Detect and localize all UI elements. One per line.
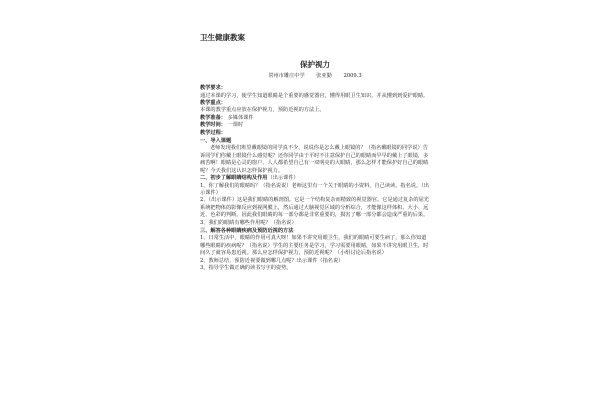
requirements-text: 通过本课的学习，使学生知道眼睛是个重要的感觉器官，懂得用眼卫生知识，并从懂到到爱护眼睛。 — [200, 92, 429, 99]
process-label: 教学过程： — [200, 129, 226, 136]
prep-label: 教学准备： — [200, 114, 226, 121]
section-1-paragraph-1: 老师发现我们班里戴眼镜的同学真不少，说说你是怎么戴上眼镜的？（指名戴眼镜的同学说）告诉同学们你戴上眼镜什么感觉呢？还你同学由于平时不注意保护自己的眼睛而早早的戴上了眼镜，多痛苦啊！眼睛是心灵的窗户，人人都希望自己有一双明亮的大眼睛，那么怎样才能保护好自己的眼睛呢？今天我们这认识怎样保护视力。 — [200, 145, 429, 174]
section-heading-1: 一、导入课题 — [200, 138, 232, 145]
prep-text: 多媒体课件 — [227, 114, 254, 121]
author-name: 张亚勤 — [316, 72, 332, 79]
section-heading-3: 三、解答各种眼睛疾病及预防近视的方法 — [200, 227, 294, 234]
header-title: 卫生健康教案 — [200, 33, 245, 42]
section-heading-2: 二、初步了解眼睛结构及作用 — [200, 175, 268, 182]
school-name: 常州市雕庄中学 — [268, 72, 305, 79]
key-points-text: 本课的教学重点应放在保护视力，预防近视的方法上。 — [200, 107, 325, 114]
section-3-paragraph-1: 1、日常生活中，眼睛的作用可真大呀！如果不讲究用眼卫生，我们的眼睛可要生病了，那么你知道哪些眼睛的疾病呢？（指名说）学生的主要任务是学习，学习需要用眼睛，如果不讲究用眼卫生，时间久了就容易患近视。那么应怎样保护视力，预防近视呢？（小组讨论后指名说） — [200, 235, 429, 257]
requirements-label: 教学要求： — [200, 85, 226, 92]
hours-label: 教学时间： — [200, 122, 226, 129]
section-heading-2-row — [200, 175, 430, 182]
byline — [200, 73, 430, 80]
section-3-paragraph-3: 3、指导学生做正确的读书写字的姿势。 — [200, 264, 292, 271]
lesson-plan-document — [200, 34, 430, 272]
section-2-paragraph-2: 2、（出示课件）这是我们眼睛的解剖图。它是一个结构复杂而精致的视觉器官。它是通过复杂的屈光系统把物体的影像反应到视网膜上，然后通过大脑视觉区域的分析综合，才能像这样体积、大小、远近、色彩的判断。因此我们眼睛的每一部分都是非常重要的，损害了哪一部分都会造成严重的后果。 — [200, 197, 429, 219]
date: 2009.3 — [343, 72, 362, 79]
hours-row — [200, 122, 430, 129]
section-2-paragraph-3: 3、我们的眼睛有哪些作用呢？（指名说） — [200, 219, 297, 226]
section-heading-2-note: （出示课件） — [267, 175, 299, 182]
section-2-paragraph-1: 1、你了解我们的眼睛吗？（指名说说）老师这里有一个关于眼睛的小资料，自己读读。指名说。（出示课件） — [200, 182, 429, 196]
hours-text: 一课时 — [227, 122, 244, 129]
key-points-label: 教学重点： — [200, 100, 226, 107]
document-title: 保护视力 — [300, 60, 330, 70]
section-3-paragraph-2: 2、教师总结，预防近视要做到哪几点呢？出示课件（指名说） — [200, 257, 344, 264]
